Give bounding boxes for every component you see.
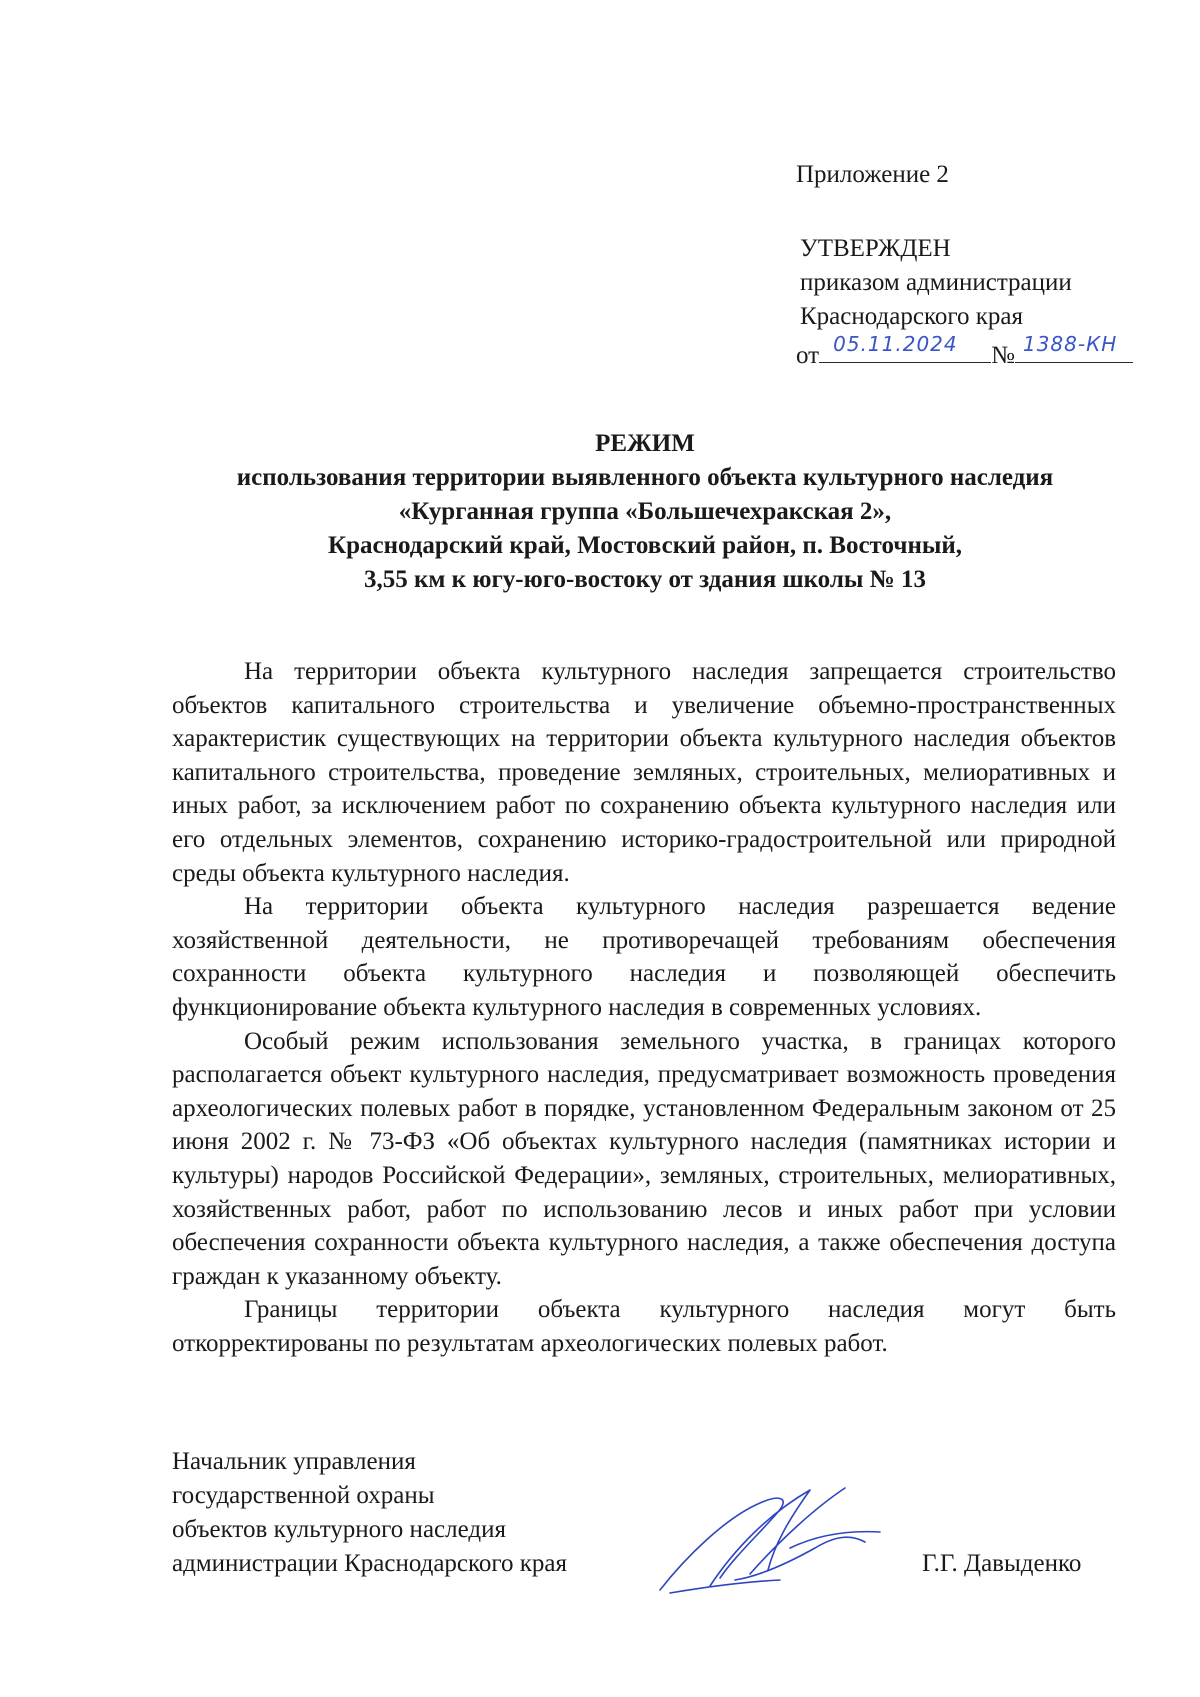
approval-line-1: приказом администрации: [800, 269, 1072, 296]
from-label: от: [796, 342, 820, 369]
signatory-name: Г.Г. Давыденко: [922, 1550, 1082, 1577]
approval-heading: УТВЕРЖДЕН: [800, 235, 951, 262]
handwritten-date: 05.11.2024: [833, 332, 958, 356]
title-line-1: РЕЖИМ: [595, 430, 695, 457]
approval-block: [796, 232, 1133, 373]
handwritten-signature: [640, 1478, 900, 1598]
number-fill-line: [1015, 334, 1133, 363]
document-title: [120, 427, 1170, 597]
number-label: №: [991, 342, 1015, 369]
signatory-line-4: администрации Краснодарского края: [172, 1550, 568, 1577]
handwritten-number: 1388-КН: [1022, 332, 1118, 356]
paragraph-3: Особый режим использования земельного участка, в границах которого располагается объект культурного наследия, предусматривает возможность проведения археологических полевых работ в порядке, установленном Федеральным законом от 25 июня 2002 г. № 73-ФЗ «Об объектах культурного наследия (памятниках истории и культуры) народов Российской Федерации», земляных, строительных, мелиоративных, хозяйственных работ, работ по использованию лесов и иных работ при условии обеспечения сохранности объекта культурного наследия, а также обеспечения доступа граждан к указанному объекту.: [172, 1027, 1116, 1290]
date-fill-line: [819, 334, 991, 363]
appendix-label: Приложение 2: [796, 161, 949, 188]
title-line-2: использования территории выявленного объекта культурного наследия: [236, 464, 1054, 491]
title-line-3: «Курганная группа «Большечехракская 2»,: [398, 498, 892, 525]
signatory-line-2: государственной охраны: [172, 1482, 435, 1509]
title-line-4: Краснодарский край, Мостовский район, п. Восточный,: [327, 532, 963, 559]
paragraph-4: Границы территории объекта культурного наследия могут быть откорректированы по результатам археологических полевых работ.: [172, 1296, 1116, 1357]
approval-date-row: [796, 334, 1133, 373]
signatory-line-3: объектов культурного наследия: [172, 1516, 506, 1543]
signatory-title: [172, 1445, 567, 1581]
paragraph-2: На территории объекта культурного наследия разрешается ведение хозяйственной деятельности, не противоречащей требованиям обеспечения сохранности объекта культурного наследия и позволяющей обеспечить функционирование объекта культурного наследия в современных условиях.: [172, 893, 1116, 1021]
signatory-line-1: Начальник управления: [172, 1448, 416, 1475]
paragraph-1: На территории объекта культурного наследия запрещается строительство объектов капитального строительства и увеличение объемно-пространственных характеристик существующих на территории объекта культурного наследия объектов капитального строительства, проведение земляных, строительных, мелиоративных и иных работ, за исключением работ по сохранению объекта культурного наследия или его отдельных элементов, сохранению историко-градостроительной или природной среды объекта культурного наследия.: [172, 658, 1116, 887]
title-line-5: 3,55 км к югу-юго-востоку от здания школы № 13: [364, 566, 926, 593]
approval-line-2: Краснодарского края: [800, 303, 1023, 330]
document-body: [172, 655, 1116, 1360]
